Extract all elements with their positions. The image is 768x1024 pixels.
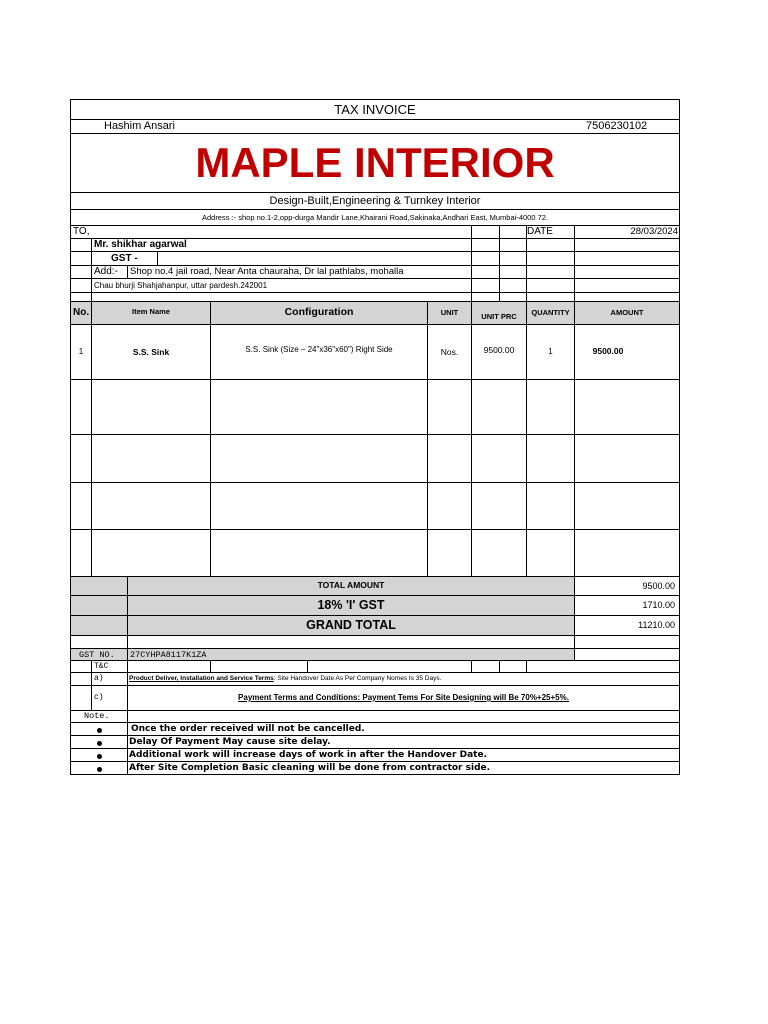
empty-cell <box>471 239 499 251</box>
note-label: Note. <box>84 711 110 721</box>
cell-quantity <box>526 380 574 434</box>
cell-quantity <box>526 530 574 576</box>
note-text: Additional work will increase days of work in after the Handover Date. <box>127 749 679 761</box>
empty-cell <box>574 239 679 251</box>
table-row <box>70 435 680 483</box>
company-name: MAPLE INTERIOR <box>195 139 555 186</box>
empty-cell <box>307 661 471 672</box>
empty-cell <box>71 616 127 635</box>
cell-configuration <box>210 530 427 576</box>
cell-no <box>71 530 91 576</box>
header-no: No. <box>73 307 90 318</box>
address-row <box>70 210 680 226</box>
header-amount: AMOUNT <box>574 302 679 324</box>
cell-unit <box>427 435 471 482</box>
invoice-sheet <box>70 99 680 775</box>
empty-cell <box>499 266 526 278</box>
empty-cell <box>574 649 679 660</box>
empty-cell <box>499 279 526 292</box>
cell-no: 1 <box>78 347 84 356</box>
empty-cell <box>471 661 499 672</box>
grand-total-label: GRAND TOTAL <box>127 616 574 635</box>
empty-cell <box>499 661 526 672</box>
header-quantity: QUANTITY <box>526 302 574 324</box>
customer-address-line1: Shop no.4 jail road, Near Anta chauraha, Dr lal pathlabs, mohalla <box>127 266 471 278</box>
empty-cell <box>127 711 679 722</box>
empty-cell <box>526 279 574 292</box>
company-address: Address :- shop no.1-2,opp-durga Mandir Lane,Khairani Road,Sakinaka,Andhari East, Mumbai-4000 72. <box>201 213 549 222</box>
empty-cell <box>574 266 679 278</box>
bullet-icon <box>71 723 127 735</box>
title-row <box>70 99 680 120</box>
gst-value: 1710.00 <box>574 596 679 615</box>
cell-configuration <box>210 435 427 482</box>
note-item <box>70 762 680 775</box>
note-text: Delay Of Payment May cause site delay. <box>127 736 679 748</box>
cell-amount <box>574 483 679 529</box>
term-a-label: a) <box>91 673 127 685</box>
cell-configuration <box>210 380 427 434</box>
cell-amount: 9500.00 <box>574 325 641 379</box>
empty-cell <box>127 636 574 648</box>
term-a-text <box>127 673 679 685</box>
term-a-body: : Site Handover Date As Per Company Nomes Is 35 Days. <box>273 675 442 682</box>
note-item <box>70 723 680 736</box>
cell-item-name <box>91 435 210 482</box>
cell-unit-price <box>471 435 526 482</box>
customer-gst-label: GST - <box>91 252 157 265</box>
bullet-icon <box>71 736 127 748</box>
empty-cell <box>499 252 526 265</box>
term-c-text: Payment Terms and Conditions: Payment Tems For Site Designing will Be 70%+25+5%. <box>127 686 679 710</box>
empty-cell <box>526 266 574 278</box>
cell-unit <box>427 483 471 529</box>
cell-unit-price: 9500.00 <box>471 325 526 379</box>
note-label-row <box>70 711 680 723</box>
note-text: After Site Completion Basic cleaning will be done from contractor side. <box>127 762 679 774</box>
term-a-row <box>70 673 680 686</box>
empty-cell <box>71 596 127 615</box>
table-row <box>70 325 680 380</box>
cell-quantity: 1 <box>526 325 574 379</box>
cell-item-name <box>91 483 210 529</box>
cell-configuration <box>210 483 427 529</box>
date-label: DATE <box>527 226 553 237</box>
to-date-row <box>70 226 680 239</box>
empty-cell <box>526 293 574 301</box>
total-amount-value: 9500.00 <box>574 577 679 595</box>
empty-cell <box>499 239 526 251</box>
tc-row <box>70 661 680 673</box>
term-a-heading: Product Deliver, Installation and Service Terms <box>129 675 274 682</box>
note-item <box>70 749 680 762</box>
cell-configuration: S.S. Sink (Size – 24"x36"x60") Right Side <box>210 325 427 379</box>
empty-cell <box>471 279 499 292</box>
table-row <box>70 530 680 577</box>
header-unit: UNIT <box>427 302 471 324</box>
gst-label: 18% 'I' GST <box>127 596 574 615</box>
total-amount-label: TOTAL AMOUNT <box>127 577 574 595</box>
empty-cell <box>499 293 526 301</box>
empty-cell <box>471 293 499 301</box>
header-configuration: Configuration <box>210 302 427 324</box>
date-value: 28/03/2024 <box>574 226 679 238</box>
cell-amount <box>574 380 679 434</box>
gst-no-value: 27CYHPA8117K1ZA <box>127 649 574 660</box>
cell-item-name <box>91 530 210 576</box>
cell-unit <box>427 380 471 434</box>
empty-cell <box>471 252 499 265</box>
tc-label: T&C <box>91 661 127 672</box>
add-label: Add:- <box>91 266 127 278</box>
header-item-name: Item Name <box>91 302 210 324</box>
customer-gst-row <box>70 252 680 266</box>
bullet-icon <box>71 749 127 761</box>
cell-unit-price <box>471 483 526 529</box>
customer-address-row-2 <box>70 279 680 293</box>
grand-total-row <box>70 616 680 636</box>
grand-total-value: 11210.00 <box>574 616 679 635</box>
spacer-row <box>70 293 680 302</box>
empty-cell <box>526 252 574 265</box>
empty-cell <box>499 226 526 238</box>
header-unit-price: UNIT PRC <box>471 302 526 324</box>
customer-address-line2: Chau bhurji Shahjahanpur, uttar pardesh.242001 <box>91 279 471 292</box>
to-label: TO, <box>73 226 90 237</box>
empty-cell <box>574 293 679 301</box>
empty-cell <box>471 226 499 238</box>
empty-cell <box>127 661 210 672</box>
company-tagline: Design-Built,Engineering & Turnkey Interior <box>269 195 481 207</box>
total-amount-row <box>70 577 680 596</box>
gst-row <box>70 596 680 616</box>
cell-amount <box>574 435 679 482</box>
owner-name: Hashim Ansari <box>104 120 175 132</box>
cell-unit-price <box>471 380 526 434</box>
cell-no <box>71 483 91 529</box>
gst-no-label: GST NO. <box>71 649 127 660</box>
empty-cell <box>91 293 471 301</box>
cell-quantity <box>526 435 574 482</box>
note-text: Once the order received will not be cancelled. <box>127 723 679 735</box>
table-row <box>70 380 680 435</box>
note-item <box>70 736 680 749</box>
empty-cell <box>526 661 679 672</box>
bullet-icon <box>71 762 127 774</box>
cell-unit: Nos. <box>427 325 471 379</box>
cell-quantity <box>526 483 574 529</box>
cell-unit-price <box>471 530 526 576</box>
customer-gst-value <box>157 252 471 265</box>
cell-amount <box>574 530 679 576</box>
term-c-row <box>70 686 680 711</box>
cell-item-name: S.S. Sink <box>91 325 210 379</box>
date-label-cell <box>526 226 574 238</box>
spacer-row <box>70 636 680 649</box>
gst-no-row <box>70 649 680 661</box>
company-row <box>70 134 680 193</box>
cell-no <box>71 380 91 434</box>
empty-cell <box>574 279 679 292</box>
items-table-header <box>70 302 680 325</box>
empty-cell <box>574 252 679 265</box>
owner-row <box>70 120 680 134</box>
empty-cell <box>526 239 574 251</box>
empty-cell <box>210 661 307 672</box>
empty-cell <box>574 636 679 648</box>
cell-item-name <box>91 380 210 434</box>
empty-cell <box>471 266 499 278</box>
cell-unit <box>427 530 471 576</box>
empty-cell <box>71 577 127 595</box>
cell-no <box>71 435 91 482</box>
term-c-label: c) <box>91 686 127 710</box>
invoice-title: TAX INVOICE <box>334 102 416 117</box>
customer-row <box>70 239 680 252</box>
tagline-row <box>70 193 680 210</box>
table-row <box>70 483 680 530</box>
owner-phone: 7506230102 <box>586 120 648 132</box>
customer-address-row <box>70 266 680 279</box>
customer-name: Mr. shikhar agarwal <box>91 239 471 251</box>
